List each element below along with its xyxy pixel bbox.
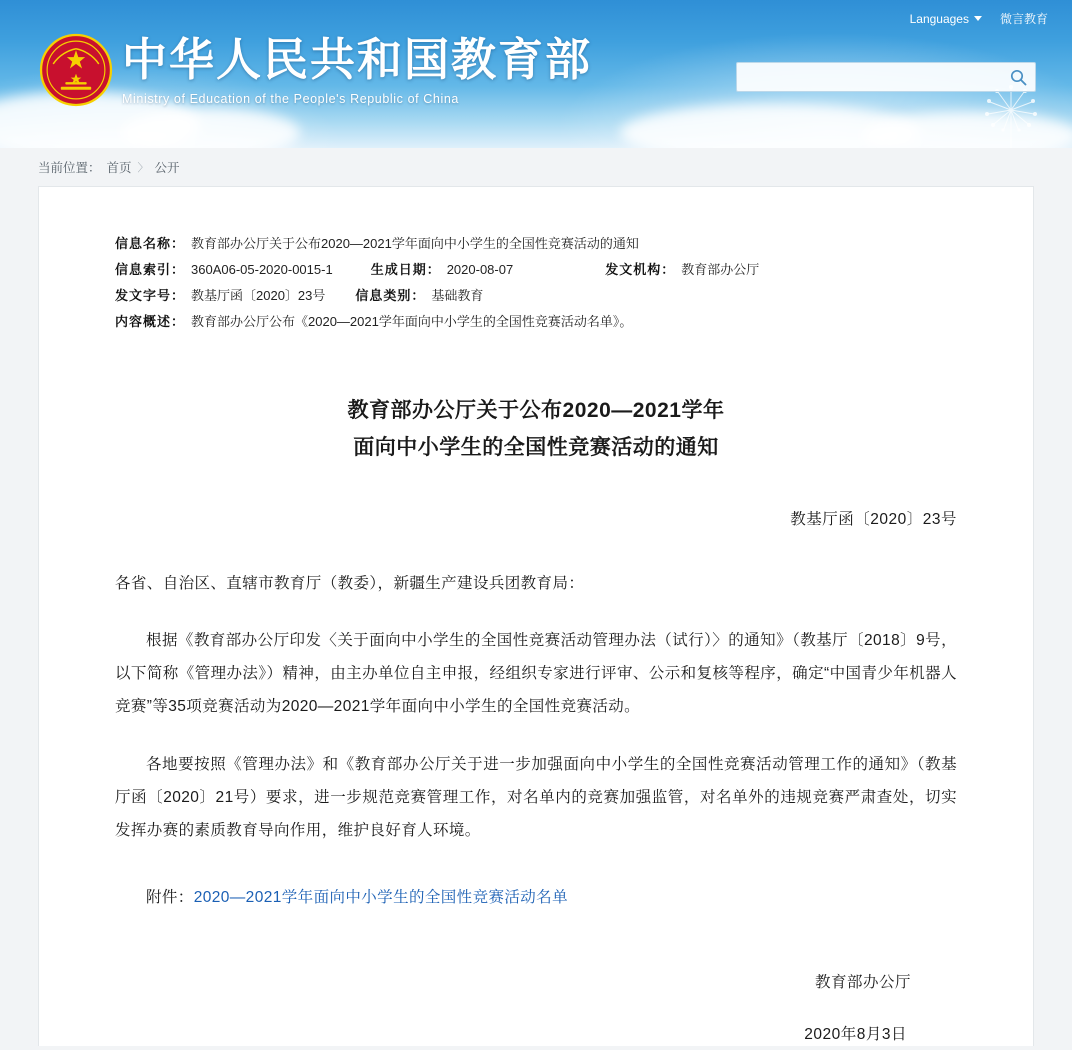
meta-value-category: 基础教育 <box>431 288 484 303</box>
header-top-links <box>910 10 1048 27</box>
languages-label: Languages <box>909 11 969 26</box>
search-button[interactable] <box>1001 63 1035 91</box>
document-number: 教基厅函〔2020〕23号 <box>790 510 957 528</box>
cloud-decoration <box>120 108 300 148</box>
breadcrumb <box>38 158 180 176</box>
document-recipient: 各省、自治区、直辖市教育厅（教委），新疆生产建设兵团教育局： <box>115 574 585 592</box>
meta-value-index: 360A06-05-2020-0015-1 <box>191 262 333 277</box>
document-title-line1: 教育部办公厅关于公布2020—2021学年 <box>347 399 725 422</box>
meta-label-category: 信息类别： <box>355 288 426 303</box>
meta-label-docnum: 发文字号： <box>115 288 186 303</box>
breadcrumb-item-open[interactable]: 公开 <box>154 161 180 175</box>
meta-label-summary: 内容概述： <box>115 314 186 329</box>
meta-value-summary: 教育部办公厅公布《2020—2021学年面向中小学生的全国性竞赛活动名单》。 <box>191 314 633 329</box>
meta-value-name: 教育部办公厅关于公布2020—2021学年面向中小学生的全国性竞赛活动的通知 <box>191 236 639 251</box>
document-card <box>38 186 1034 1046</box>
chevron-down-icon <box>974 16 982 21</box>
site-title-cn: 中华人民共和国教育部 <box>122 35 593 85</box>
meta-value-created: 2020-08-07 <box>446 262 514 277</box>
meta-group-category <box>355 283 483 309</box>
site-header <box>0 0 1072 148</box>
meta-row-summary <box>115 309 957 335</box>
meta-row-name <box>115 231 957 257</box>
meta-row-docnum <box>115 283 957 309</box>
document-paragraph-1: 根据《教育部办公厅印发〈关于面向中小学生的全国性竞赛活动管理办法（试行）〉的通知》（教基厅〔2018〕9号，以下简称《管理办法》）精神，由主办单位自主申报，经组织专家进行评审、公示和复核等程序，确定“中国青少年机器人竞赛”等35项竞赛活动为2020—2021学年面向中小学生的全国性竞赛活动。 <box>115 631 957 716</box>
document-paragraph-2: 各地要按照《管理办法》和《教育部办公厅关于进一步加强面向中小学生的全国性竞赛活动管理工作的通知》（教基厅函〔2020〕21号）要求，进一步规范竞赛管理工作，对名单内的竞赛加强监管，对名单外的违规竞赛严肃查处，切实发挥办赛的素质教育导向作用，维护良好育人环境。 <box>115 755 957 840</box>
meta-group-created <box>371 257 514 283</box>
site-title-en: Ministry of Education of the People's Republic of China <box>122 91 459 106</box>
meta-value-issuer: 教育部办公厅 <box>681 262 760 277</box>
meta-label-index: 信息索引： <box>115 262 186 277</box>
search-icon <box>1010 69 1027 86</box>
meta-label-created: 生成日期： <box>370 262 441 277</box>
breadcrumb-separator: 〉 <box>137 162 149 174</box>
breadcrumb-bar <box>0 148 1072 186</box>
languages-link[interactable] <box>910 12 982 26</box>
national-emblem-icon <box>38 32 114 108</box>
document-sign-date: 2020年8月3日 <box>804 1026 907 1044</box>
meta-label-issuer: 发文机构： <box>605 262 676 277</box>
document-signer: 教育部办公厅 <box>814 974 911 992</box>
site-title <box>122 36 592 106</box>
meta-group-issuer <box>605 257 759 283</box>
document-title <box>115 393 957 467</box>
document-attachment <box>115 882 957 915</box>
breadcrumb-prefix: 当前位置： <box>38 161 101 175</box>
search-box[interactable] <box>736 62 1036 92</box>
meta-label-name: 信息名称： <box>115 236 186 251</box>
meta-row-index <box>115 257 957 283</box>
meta-value-docnum: 教基厅函〔2020〕23号 <box>191 288 326 303</box>
document-title-line2: 面向中小学生的全国性竞赛活动的通知 <box>353 435 719 459</box>
attachment-link[interactable]: 2020—2021学年面向中小学生的全国性竞赛活动名单 <box>193 888 568 906</box>
document-meta <box>115 231 957 335</box>
breadcrumb-item-home[interactable]: 首页 <box>106 161 132 175</box>
search-input[interactable] <box>737 64 1001 90</box>
weiyan-jiaoyu-link[interactable]: 微言教育 <box>999 12 1048 26</box>
attachment-label: 附件： <box>146 888 194 906</box>
